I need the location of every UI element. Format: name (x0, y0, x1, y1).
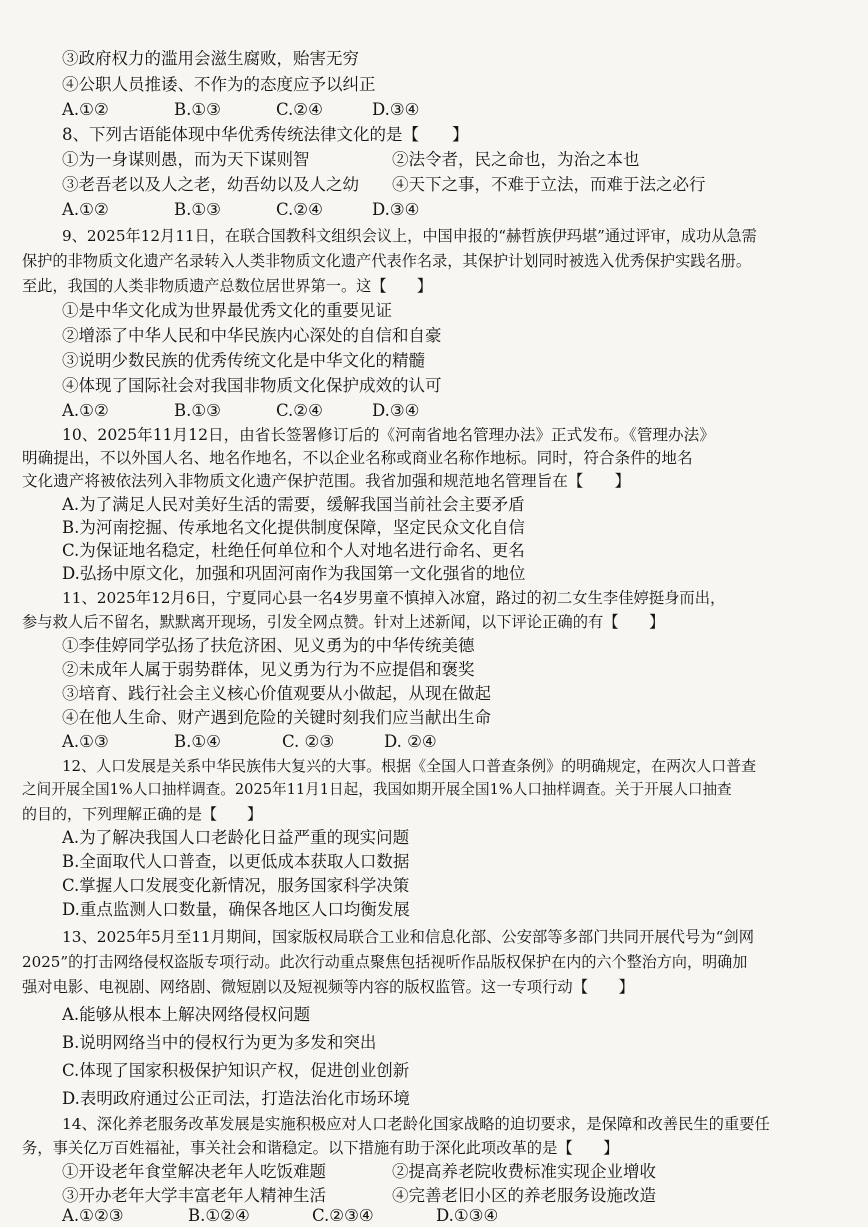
q11-option-b: B.①④ (174, 732, 221, 751)
q9-option-d: D.③④ (372, 401, 420, 420)
q8-option-d: D.③④ (372, 200, 420, 219)
q12-option-b: B.全面取代人口普查，以更低成本获取人口数据 (62, 852, 410, 871)
q13-option-a: A.能够从根本上解决网络侵权问题 (62, 1005, 311, 1024)
q12-option-c: C.掌握人口发展变化新情况，服务国家科学决策 (62, 876, 410, 895)
q11-item-4: ④在他人生命、财产遇到危险的关键时刻我们应当献出生命 (62, 708, 491, 727)
q8-option-c: C.②④ (276, 200, 323, 219)
q12-option-a: A.为了解决我国人口老龄化日益严重的现实问题 (62, 828, 410, 847)
q12-option-d: D.重点监测人口数量，确保各地区人口均衡发展 (62, 900, 410, 919)
q9-item-2: ②增添了中华人民和中华民族内心深处的自信和自豪 (62, 326, 442, 345)
q14-item-3: ③开办老年大学丰富老年人精神生活 (62, 1186, 326, 1205)
q9-option-b: B.①③ (174, 401, 221, 420)
q10-option-b: B.为河南挖掘、传承地名文化提供制度保障，坚定民众文化自信 (62, 518, 525, 537)
q8-option-a: A.①② (62, 200, 109, 219)
q13-option-b: B.说明网络当中的侵权行为更为多发和突出 (62, 1033, 377, 1052)
q12-stem-line-3: 的目的，下列理解正确的是【 】 (22, 805, 263, 823)
q9-option-a: A.①② (62, 401, 109, 420)
q10-stem-line-2: 明确提出，不以外国人名、地名作地名，不以企业名称或商业名称作地标。同时，符合条件的地名 (22, 449, 693, 467)
q8-item-4: ④天下之事，不难于立法，而难于法之必行 (392, 175, 706, 194)
q7-option-d: D.③④ (372, 100, 420, 119)
q13-option-d: D.表明政府通过公正司法，打造法治化市场环境 (62, 1089, 410, 1108)
q11-option-a: A.①③ (62, 732, 109, 751)
q10-option-d: D.弘扬中原文化，加强和巩固河南作为我国第一文化强省的地位 (62, 564, 526, 583)
q14-option-c: C.②③④ (312, 1206, 374, 1225)
q14-item-2: ②提高养老院收费标准实现企业增收 (392, 1162, 656, 1181)
q7-option-b: B.①③ (174, 100, 221, 119)
q7-option-c: C.②④ (276, 100, 323, 119)
q9-stem-line-3: 至此，我国的人类非物质遗产总数位居世界第一。这【 】 (22, 277, 433, 295)
q9-stem-line-2: 保护的非物质文化遗产名录转入人类非物质文化遗产代表作名录，其保护计划同时被选入优秀保护实践名册。 (22, 252, 751, 270)
q11-options (62, 731, 437, 753)
q7-item-4: ④公职人员推诿、不作为的态度应予以纠正 (62, 75, 376, 94)
q7-option-a: A.①② (62, 100, 109, 119)
q10-stem-line-1: 10、2025年11月12日，由省长签署修订后的《河南省地名管理办法》正式发布。《管理办法》 (62, 426, 715, 444)
q8-stem: 8、下列古语能体现中华优秀传统法律文化的是【 】 (62, 125, 469, 144)
q10-option-c: C.为保证地名稳定，杜绝任何单位和个人对地名进行命名、更名 (62, 541, 525, 560)
q9-option-c: C.②④ (276, 401, 323, 420)
q10-option-a: A.为了满足人民对美好生活的需要，缓解我国当前社会主要矛盾 (62, 495, 525, 514)
q11-option-d: D. ②④ (384, 732, 437, 751)
q8-item-2: ②法令者，民之命也，为治之本也 (392, 150, 640, 169)
q14-stem-line-2: 务，事关亿万百姓福祉，事关社会和谐稳定。以下措施有助于深化此项改革的是【 】 (22, 1139, 619, 1157)
q7-item-3: ③政府权力的滥用会滋生腐败，贻害无穷 (62, 49, 359, 68)
q14-option-d: D.①③④ (436, 1206, 499, 1225)
q14-option-a: A.①②③ (62, 1206, 124, 1225)
q12-stem-line-1: 12、人口发展是关系中华民族伟大复兴的大事。根据《全国人口普查条例》的明确规定，在两次人口普查 (62, 757, 757, 775)
q14-item-4: ④完善老旧小区的养老服务设施改造 (392, 1186, 656, 1205)
q14-option-b: B.①②④ (188, 1206, 250, 1225)
q8-option-b: B.①③ (174, 200, 221, 219)
q9-item-1: ①是中华文化成为世界最优秀文化的重要见证 (62, 301, 392, 320)
q11-item-3: ③培育、践行社会主义核心价值观要从小做起，从现在做起 (62, 684, 491, 703)
q11-option-c: C. ②③ (282, 732, 335, 751)
q11-stem-line-1: 11、2025年12月6日，宁夏同心县一名4岁男童不慎掉入冰窟，路过的初二女生李佳婷挺身而出， (62, 589, 726, 607)
q13-stem-line-1: 13、2025年5月至11月期间，国家版权局联合工业和信息化部、公安部等多部门共同开展代号为“剑网 (62, 928, 754, 946)
q10-stem-line-3: 文化遗产将被依法列入非物质文化遗产保护范围。我省加强和规范地名管理旨在【 】 (22, 472, 631, 490)
q8-item-1: ①为一身谋则愚，而为天下谋则智 (62, 150, 310, 169)
q12-stem-line-2: 之间开展全国1%人口抽样调查。2025年11月1日起，我国如期开展全国1%人口抽样调查。关于开展人口抽查 (22, 781, 732, 798)
q9-item-4: ④体现了国际社会对我国非物质文化保护成效的认可 (62, 376, 442, 395)
q11-stem-line-2: 参与救人后不留名，默默离开现场，引发全网点赞。针对上述新闻，以下评论正确的有【 】 (22, 613, 665, 631)
q13-option-c: C.体现了国家积极保护知识产权，促进创业创新 (62, 1061, 410, 1080)
q11-item-1: ①李佳婷同学弘扬了扶危济困、见义勇为的中华传统美德 (62, 636, 475, 655)
q14-item-1: ①开设老年食堂解决老年人吃饭难题 (62, 1162, 326, 1181)
q9-options (62, 400, 419, 422)
q13-stem-line-3: 强对电影、电视剧、网络剧、微短剧以及短视频等内容的版权监管。这一专项行动【 】 (22, 978, 634, 996)
q8-options (62, 199, 419, 221)
q14-options (62, 1205, 498, 1227)
q9-stem-line-1: 9、2025年12月11日，在联合国教科文组织会议上，中国申报的“赫哲族伊玛堪”通过评审，成功从急需 (62, 227, 757, 245)
q14-stem-line-1: 14、深化养老服务改革发展是实施积极应对人口老龄化国家战略的迫切要求，是保障和改善民生的重要任 (62, 1115, 770, 1133)
q8-item-3: ③老吾老以及人之老，幼吾幼以及人之幼 (62, 175, 359, 194)
q13-stem-line-2: 2025”的打击网络侵权盗版专项行动。此次行动重点聚焦包括视听作品版权保护在内的六个整治方向，明确加 (22, 953, 748, 971)
q9-item-3: ③说明少数民族的优秀传统文化是中华文化的精髓 (62, 351, 425, 370)
q11-item-2: ②未成年人属于弱势群体，见义勇为行为不应提倡和褒奖 (62, 660, 475, 679)
q7-options (62, 99, 419, 121)
